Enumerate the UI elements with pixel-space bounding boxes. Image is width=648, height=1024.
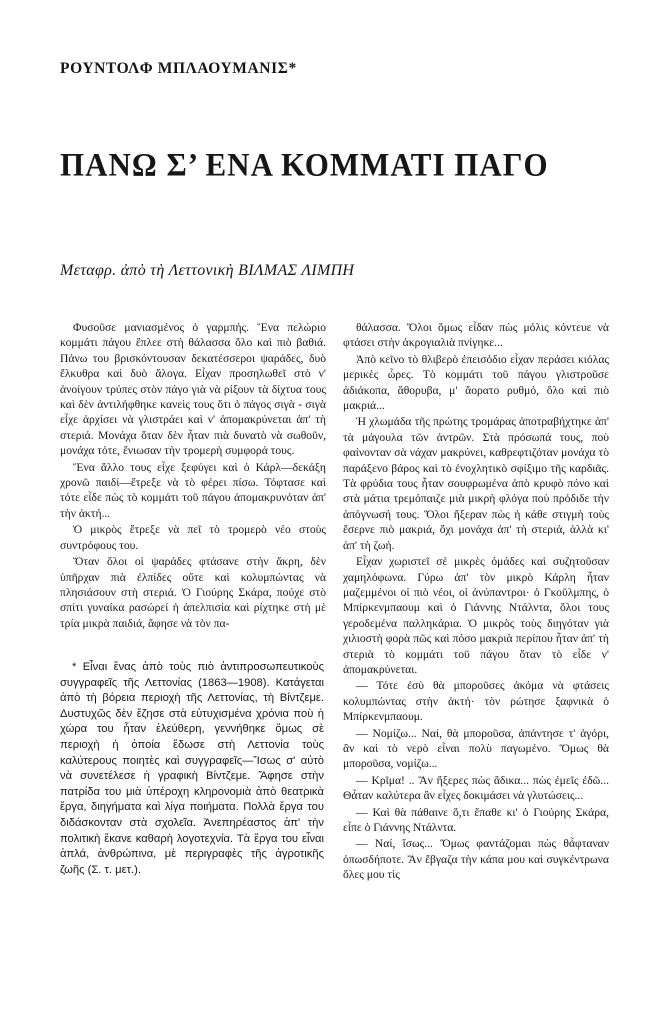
paragraph: — Νομίζω... Ναί, θὰ μποροῦσα, ἀπάντησε τ' ἀγόρι, ἂν καὶ τὸ νερὸ εἶναι πολὺ παγωμένο. Ὅμως θὰ μποροῦσα, νομίζω...	[343, 726, 609, 771]
paragraph: — Τότε ἐσὺ θὰ μποροῦσες ἀκόμα νὰ φτάσεις κολυμπώντας στὴν ἀκτή· τὸν ρώτησε ξαφνικὰ ὁ Μπίρκενμπαουμ.	[343, 679, 609, 724]
paragraph: Εἶχαν χωριστεῖ σὲ μικρὲς ὁμάδες καὶ συζητοῦσαν χαμηλόφωνα. Γύρω ἀπ' τὸν μικρὸ Κάρλη ἦταν μαζεμμένοι οἱ πιὸ νέοι, οἱ ἀνύπαντροι· ὁ Γκοῦλμπης, ὁ Μπίρκενμπαουμ καὶ ὁ Γιάννης Ντάλντα, ὅλοι τους γεροδεμένα παλληκάρια. Ὁ μικρὸς τοὺς διηγόταν γιὰ χιλιοστὴ φορὰ πῶς καὶ πόσο μακριὰ περίπου ἦταν ἀπ' τὴ στεριὰ τὸ κομμάτι τοῦ πάγου ὅταν τὸ εἶδε ν' ἀπομακρύνεται.	[343, 555, 609, 676]
paragraph: Ἡ χλωμάδα τῆς πρώτης τρομάρας ἀποτραβήχτηκε ἀπ' τὰ μάγουλα τῶν ἀντρῶν. Στὰ πρόσωπά τους, ποὺ φαίνονταν σὰ νάχαν μακρύνει, καθρεφτιζόταν μονάχα τὸ παράξενο βάρος καὶ τὸ ἐνοχλητικὸ σφίξιμο τῆς καρδιᾶς. Τὰ φρύδια τους ἦταν σουφρωμένα ἀπὸ κρυφὸ πόνο καὶ στὰ μάτια τρεμόπαιζε μιὰ μικρὴ φλόγα ποὺ πρόδιδε τὴν ἀπόγνωσή τους. Ὅλοι ἤξεραν πὼς ἡ κάθε στιγμὴ τοὺς ἔσερνε πιὸ μακριά, ὄχι μονάχα ἀπ' τὴ στεριά, ἀλλὰ κι' ἀπ' τὴ ζωή.	[343, 415, 609, 552]
paragraph: Ὁ μικρὸς ἔτρεξε νὰ πεῖ τὸ τρομερὸ νέο στοὺς συντρόφους του.	[60, 523, 326, 552]
right-column	[343, 320, 609, 883]
paragraph: θάλασσα. Ὅλοι ὅμως εἶδαν πὼς μόλις κόντευε νὰ φτάσει στὴν ἀκρογιαλιὰ πνίγηκε...	[343, 321, 609, 350]
paragraph: — Καὶ θὰ πάθαινε ὅ,τι ἔπαθε κι' ὁ Γιούρης Σκάρα, εἶπε ὁ Γιάννης Ντάλντα.	[343, 805, 609, 834]
paragraph: Ἀπὸ κεῖνο τὸ θλιβερὸ ἐπεισόδιο εἶχαν περάσει κιόλας μερικὲς ὧρες. Τὸ κομμάτι τοῦ πάγου γλιστροῦσε ἀδιάκοπα, ἄθορυβα, μ' ἄορατο ρυθμό, ὅλο καὶ πιὸ μακριά...	[343, 352, 609, 413]
paragraph: — Ναί, ἴσως... Ὅμως φαντάζομαι πὼς θἆφταναν ὁπωσδήποτε. Ἂν ἔβγαζα τὴν κάπα μου καὶ συγκέντρωνα ὅλες μου τὶς	[343, 837, 609, 882]
paragraph: Φυσοῦσε μανιασμένος ὁ γαρμπής. Ἕνα πελώριο κομμάτι πάγου ἔπλεε στὴ θάλασσα ὅλο καὶ πιὸ βαθιά. Πάνω του βρισκόντουσαν δεκατέσσεροι ψαράδες, δυὸ ἔλκυθρα καὶ δυὸ ἄλογα. Εἶχαν προσηλωθεῖ στὸ ν' ἀνοίγουν τρύπες στὸν πάγο γιὰ νὰ ρίξουν τὰ δίχτυα τους καὶ δὲν ἀντιλήφθηκε κανεὶς τους ὅτι ὁ πάγος σιγὰ - σιγὰ εἶχε ἀρχίσει νὰ γλιστράει καὶ ν' ἀπομακρύνεται ἀπ' τὴ στεριά. Μονάχα ὅταν δὲν ἦταν πιὰ δυνατὸ νὰ σωθοῦν, μονάχα τότε, ἔνιωσαν τὴν τρομερὴ συμφορά τους.	[60, 321, 326, 458]
footnote-text: * Εἶναι ἕνας ἀπὸ τοὺς πιὸ ἀντιπροσωπευτικοὺς συγγραφεῖς τῆς Λεττονίας (1863—1908). Κατάγεται ἀπὸ τὴ βόρεια περιοχὴ τῆς Λεττονίας, τὴ Βίντζεμε. Δυστυχῶς δὲν ἔζησε στὰ εὐτυχισμένα χρόνια ποὺ ἡ χώρα του ἦταν ἐλεύθερη, γεννήθηκε ὅμως σὲ περιοχὴ ἡ ὁποία ἔδωσε στὴ Λεττονία τοὺς καλύτερους ποιητὲς καὶ συγγραφεῖς—Ἴσως σ' αὐτὸ νὰ συνετέλεσε ἡ γραφικὴ Βίντζεμε. Ἄφησε στὴν πατρίδα του μιὰ ὑπέροχη κληρονομιὰ ἀπὸ θεατρικὰ ἔργα, διηγήματα καὶ λίγα ποιήματα. Πολλὰ ἔργα του διδάσκονταν στὰ σχολεῖα. Ἀνεπηρέαστος ἀπ' τὴν πολιτικὴ ἔκανε καθαρὴ λογοτεχνία. Τὰ ἔργα του εἶναι ἁπλά, ἀνθρώπινα, μὲ περιγραφὲς τῆς ἀγροτικῆς ζωῆς (Σ. τ. μετ.).	[60, 661, 324, 876]
left-column	[60, 320, 326, 631]
translator-credit: Μεταφρ. ἀπὸ τὴ Λεττονικὴ ΒΙΛΜΑΣ ΛΙΜΠΗ	[60, 262, 355, 279]
paragraph: Ἕνα ἄλλο τους εἶχε ξεφύγει καὶ ὁ Κάρλ—δεκάξη χρονῶ παιδί—ἔτρεξε νὰ τὸ φέρει πίσω. Τόφτασε καὶ τότε εἶδε πὼς τὸ κομμάτι τοῦ πάγου ἀπομακρυνόταν ἀπ' τὴν ἀκτή...	[60, 460, 326, 520]
story-title: ΠΑΝΩ Σ’ ΕΝΑ ΚΟΜΜΑΤΙ ΠΑΓΟ	[60, 146, 549, 183]
paragraph: Ὅταν ὅλοι οἱ ψαράδες φτάσανε στὴν ἄκρη, δὲν ὑπῆρχαν πιὰ ἐλπίδες οὔτε καὶ κολυμπώντας νὰ πλησιάσουν στὴ στεριά. Ὁ Γιούρης Σκάρα, πούχε στὸ σπίτι γυναίκα ρασώρεί ἡ ἀπελπισία καὶ ρίχτηκε στὴ μὲ τρία μικρὰ παιδιά, ἄφησε νὰ τὸν πα-	[60, 555, 326, 630]
paragraph: — Κρῖμα! .. Ἂν ἤξερες πὼς ἄδικα... πὼς ἐμεῖς ἐδῶ... Θἆταν καλύτερα ἂν εἶχες δοκιμάσει νὰ γλυτώσεις...	[343, 773, 609, 803]
author-footnote	[60, 660, 324, 878]
author-name: ΡΟΥΝΤΟΛΦ ΜΠΛΑΟΥΜΑΝΙΣ*	[60, 60, 297, 77]
